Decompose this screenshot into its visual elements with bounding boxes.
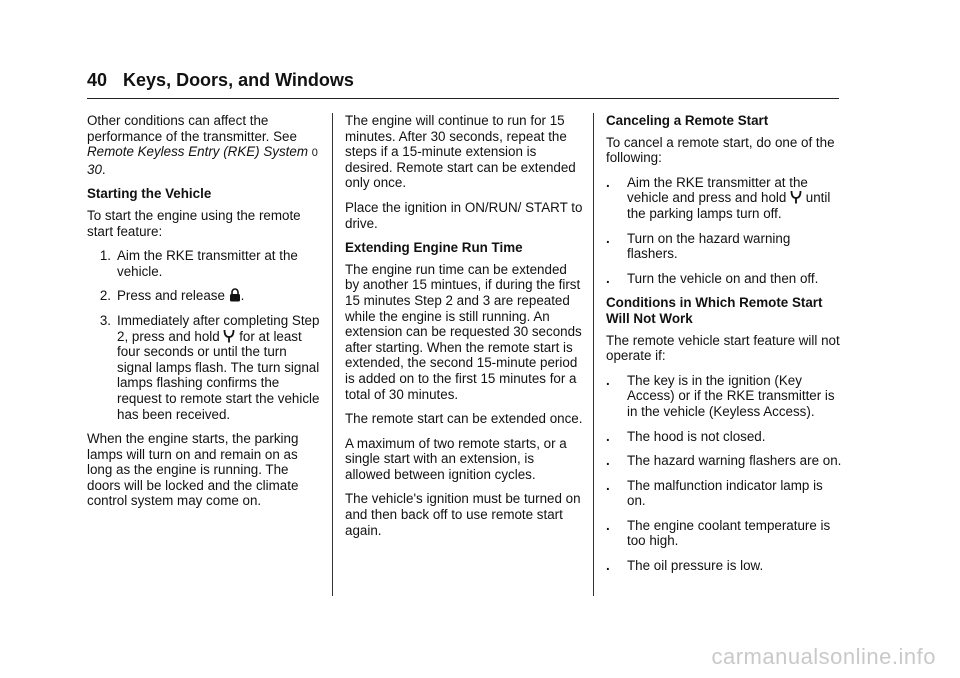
header-rule (87, 98, 839, 99)
heading-canceling-remote-start: Canceling a Remote Start (606, 113, 769, 128)
bullet: . (606, 372, 610, 388)
bullet: . (606, 477, 610, 493)
heading-conditions: Conditions in Which Remote Start Will Not Work (606, 295, 823, 326)
cancel-item-2: . Turn on the hazard warning flashers. (606, 230, 791, 262)
page-number: 40 (87, 70, 108, 90)
bullet: . (606, 517, 610, 533)
column-1 (87, 113, 325, 518)
bullet: . (606, 230, 610, 246)
ignition-paragraph: Place the ignition in ON/RUN/ START to drive. (345, 199, 583, 231)
maximum-paragraph: A maximum of two remote starts, or a single start with an extension, is allowed between ignition cycles. (345, 435, 567, 482)
step-3: 3. Immediately after completing Step 2, press and hold for at least four seconds or until the turn signal lamps flash. The turn signal lamps flashing confirms the request to remote start the vehicle has been received. (99, 312, 320, 422)
continue-paragraph: The engine will continue to run for 15 minutes. After 30 seconds, repeat the steps if a 15-minute extension is desired. Remote start can be extended only once. (345, 113, 576, 191)
cancel-item-3: . Turn the vehicle on and then off. (606, 270, 819, 286)
column-3 (606, 113, 844, 583)
rke-reference-page[interactable]: 30 (87, 161, 102, 177)
cancel-intro: To cancel a remote start, do one of the following: (606, 134, 835, 166)
rke-reference-link[interactable]: Remote Keyless Entry (RKE) System (87, 144, 309, 160)
column-2 (345, 113, 583, 547)
step-2: 2. Press and release . (99, 288, 245, 304)
column-divider-2 (593, 113, 594, 596)
extended-once-paragraph: The remote start can be extended once. (345, 411, 583, 427)
bullet: . (606, 270, 610, 286)
cancel-item-1: . Aim the RKE transmitter at the vehicle and press and hold until the parking lamps turn off. (606, 174, 831, 221)
section-title: Keys, Doors, and Windows (123, 70, 354, 90)
condition-item: . The oil pressure is low. (606, 558, 764, 574)
watermark: carmanualsonline.info (711, 644, 936, 669)
lock-icon (229, 288, 241, 302)
column-divider-1 (332, 113, 333, 596)
condition-item: . The hood is not closed. (606, 428, 766, 444)
condition-item: . The hazard warning flashers are on. (606, 453, 842, 469)
turned-on-paragraph: The vehicle's ignition must be turned on and then back off to use remote start again. (345, 491, 581, 538)
step-1: 1. Aim the RKE transmitter at the vehicle. (99, 248, 298, 279)
extend-paragraph: The engine run time can be extended by another 15 mintues, if during the first 15 minutes Step 2 and 3 are repeated while the engine is still running. An extension can be requested 30 seconds after starting. When the remote start is extended, the second 15-minute period is added on to the first 15 minutes for a total of 30 minutes. (345, 261, 582, 402)
remote-start-icon (223, 329, 235, 343)
intro-paragraph: Other conditions can affect the performance of the transmitter. See Remote Keyless Entry (RKE) System 0 30. (87, 113, 318, 177)
page-header (87, 70, 354, 91)
engine-starts-paragraph: When the engine starts, the parking lamps will turn on and remain on as long as the engine is running. The doors will be locked and the climate control system may come on. (87, 431, 299, 509)
page-ref-arrow-icon: 0 (311, 147, 318, 160)
heading-extending-run-time: Extending Engine Run Time (345, 240, 523, 256)
bullet: . (606, 453, 610, 469)
bullet: . (606, 558, 610, 574)
condition-item: . The key is in the ignition (Key Access) or if the RKE transmitter is in the vehicle (Keyless Access). (606, 372, 835, 419)
condition-item: . The engine coolant temperature is too high. (606, 517, 831, 549)
bullet: . (606, 428, 610, 444)
bullet: . (606, 174, 610, 190)
start-intro: To start the engine using the remote start feature: (87, 207, 301, 239)
condition-item: . The malfunction indicator lamp is on. (606, 477, 823, 509)
heading-starting-vehicle: Starting the Vehicle (87, 186, 212, 202)
remote-start-icon (790, 190, 802, 204)
conditions-intro: The remote vehicle start feature will not operate if: (606, 332, 840, 364)
